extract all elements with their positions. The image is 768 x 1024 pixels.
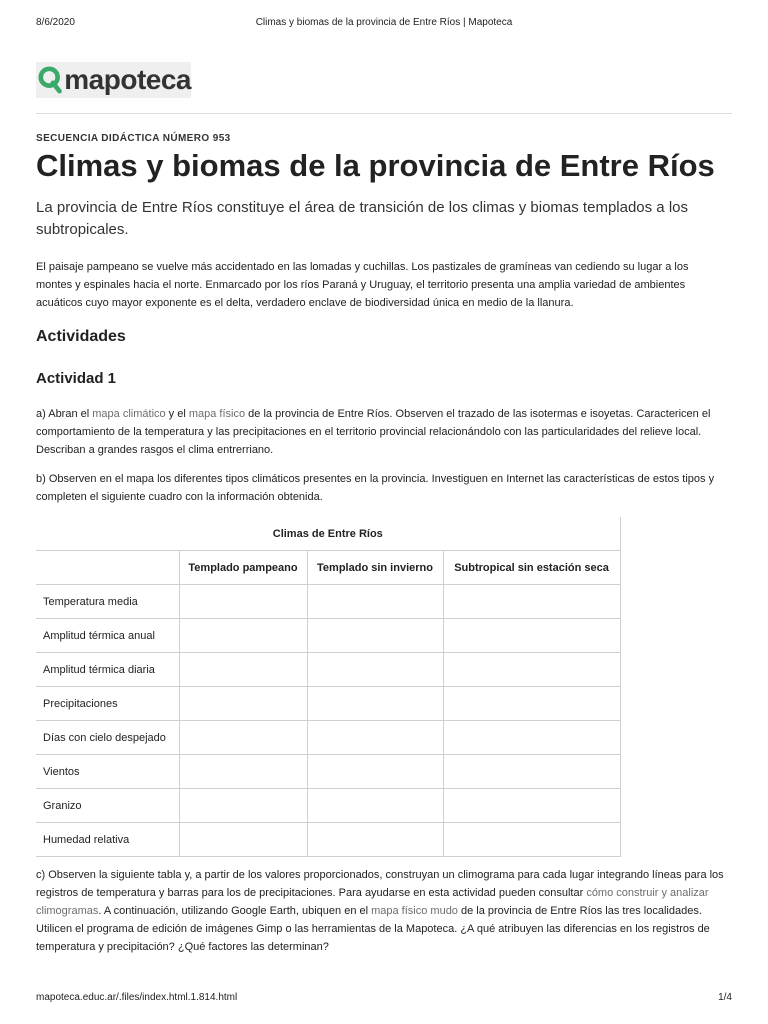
table-cell [443,755,620,789]
table-header-row [36,551,620,585]
table-cell [307,585,443,619]
table-row [36,619,620,653]
table-cell [307,789,443,823]
table-cell [443,823,620,857]
table-row [36,755,620,789]
activity-heading: Actividad 1 [36,370,117,387]
table-cell [179,755,307,789]
table-cell [179,585,307,619]
page-title: Climas y biomas de la provincia de Entre Ríos [36,148,715,183]
activity-a-paragraph [36,405,726,459]
table-caption: Climas de Entre Ríos [36,517,620,551]
lead-paragraph: La provincia de Entre Ríos constituye el área de transición de los climas y biomas templados a los subtropicales. [36,199,688,238]
print-page-title: Climas y biomas de la provincia de Entre Ríos | Mapoteca [255,17,513,28]
header-divider [36,113,732,114]
table-cell [307,653,443,687]
activity-b-paragraph: b) Observen en el mapa los diferentes tipos climáticos presentes en la provincia. Investiguen en Internet las características de estos tipos y completen el siguiente cuadro con la información obtenida. [36,473,715,503]
activity-a-prefix: a) Abran el [36,408,93,420]
row-label: Vientos [36,755,179,789]
climate-table-wrapper [36,517,621,857]
row-label: Temperatura media [36,585,179,619]
table-corner-cell [36,551,179,585]
column-header: Templado pampeano [179,551,307,585]
table-cell [179,653,307,687]
table-cell [307,755,443,789]
section-heading: Actividades [36,328,126,345]
activity-c-prefix: c) Observen la siguiente tabla y, a partir de los valores proporcionados, construyan un climograma para cada lugar integrando líneas para los registros de temperatura y barras para los de precipitaciones. Para ayudarse en esta actividad pueden consultar [36,869,724,899]
column-header: Templado sin invierno [307,551,443,585]
row-label: Días con cielo despejado [36,721,179,755]
sequence-kicker: SECUENCIA DIDÁCTICA NÚMERO 953 [36,133,231,144]
link-mapa-climatico[interactable]: mapa climático [92,408,166,420]
table-cell [443,585,620,619]
table-cell [307,619,443,653]
table-cell [443,789,620,823]
table-row [36,789,620,823]
activity-c-mid: . A continuación, utilizando Google Earth, ubiquen en el [98,905,372,917]
mapoteca-logo[interactable] [36,62,191,98]
link-mapa-fisico-mudo[interactable]: mapa físico mudo [371,905,458,917]
activity-a-mid: y el [165,408,189,420]
row-label: Granizo [36,789,179,823]
link-climogramas[interactable]: cómo construir y analizar climogramas [36,887,709,917]
table-cell [443,653,620,687]
table-cell [443,619,620,653]
row-label: Amplitud térmica anual [36,619,179,653]
activity-c-paragraph [36,866,726,956]
table-cell [179,823,307,857]
row-label: Precipitaciones [36,687,179,721]
row-label: Amplitud térmica diaria [36,653,179,687]
intro-paragraph: El paisaje pampeano se vuelve más accidentado en las lomadas y cuchillas. Los pastizales de gramíneas van cediendo su lugar a los montes y espinales hacia el norte. Enmarcado por los ríos Paraná y Uruguay, el territorio presenta una amplia variedad de ambientes acuáticos cuyo mayor exponente es el delta, verdadero enclave de biodiversidad única en medio de la llanura. [36,261,689,309]
table-cell [443,721,620,755]
column-header: Subtropical sin estación seca [443,551,620,585]
print-header [0,17,768,31]
print-page-number: 1/4 [718,992,732,1003]
table-cell [179,687,307,721]
table-cell [179,721,307,755]
print-url: mapoteca.educ.ar/.files/index.html.1.814.html [36,992,238,1003]
table-row [36,585,620,619]
table-cell [307,823,443,857]
link-mapa-fisico[interactable]: mapa físico [188,408,246,420]
activity-c-suffix: de la provincia de Entre Ríos las tres localidades. Utilicen el programa de edición de imágenes Gimp o las herramientas de la Mapoteca. ¿A qué atribuyen las diferencias en los registros de temperatura y precipitación? ¿Qué factores las determinan? [36,905,710,953]
table-row [36,721,620,755]
row-label: Humedad relativa [36,823,179,857]
table-cell [307,687,443,721]
table-row [36,653,620,687]
logo-text: mapoteca [64,64,191,95]
table-cell [443,687,620,721]
table-cell [179,619,307,653]
table-cell [179,789,307,823]
map-pin-icon [38,65,62,95]
activity-a-suffix: de la provincia de Entre Ríos. Observen el trazado de las isotermas e isoyetas. Caractericen el comportamiento de la temperatura y las precipitaciones en el territorio provincial relacionándolo con las particularidades del relieve local. Describan a grandes rasgos el clima entrerriano. [36,408,711,456]
print-date: 8/6/2020 [36,17,75,28]
table-row [36,687,620,721]
climate-table [36,517,621,857]
table-row [36,823,620,857]
table-cell [307,721,443,755]
